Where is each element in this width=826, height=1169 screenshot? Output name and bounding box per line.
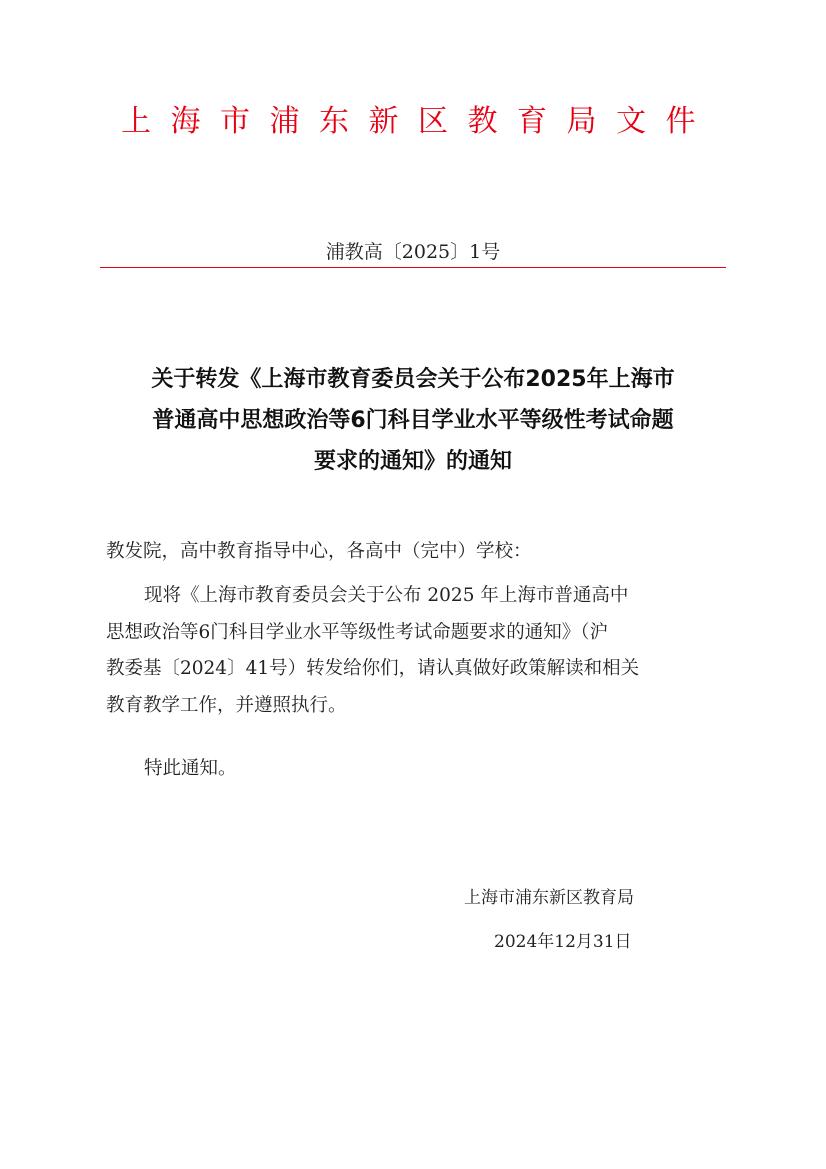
body-line: 思想政治等6门科目学业水平等级性考试命题要求的通知》（沪: [106, 621, 609, 643]
notice-title: [100, 359, 726, 482]
salutation: 教发院，高中教育指导中心，各高中（完中）学校：: [106, 541, 532, 562]
body-line: 教育教学工作，并遵照执行。: [106, 694, 347, 716]
body-line: 现将《上海市教育委员会关于公布 2025 年上海市普通高中: [144, 585, 629, 606]
document-header-title: 上海市浦东新区教育局文件: [121, 104, 715, 139]
red-divider-line: [100, 267, 726, 268]
body-paragraph: [106, 578, 734, 724]
document-number: 浦教高〔2025〕1号: [325, 241, 501, 263]
closing-remark: 特此通知。: [144, 758, 237, 779]
signature-date: 2024年12月31日: [494, 932, 632, 952]
notice-title-line: 要求的通知》的通知: [313, 449, 512, 474]
notice-title-line: 关于转发《上海市教育委员会关于公布2025年上海市: [151, 367, 675, 392]
body-line: 教委基〔2024〕41号）转发给你们，请认真做好政策解读和相关: [106, 658, 640, 679]
signature-organization: 上海市浦东新区教育局: [464, 888, 634, 908]
notice-title-line: 普通高中思想政治等6门科目学业水平等级性考试命题: [152, 408, 674, 433]
